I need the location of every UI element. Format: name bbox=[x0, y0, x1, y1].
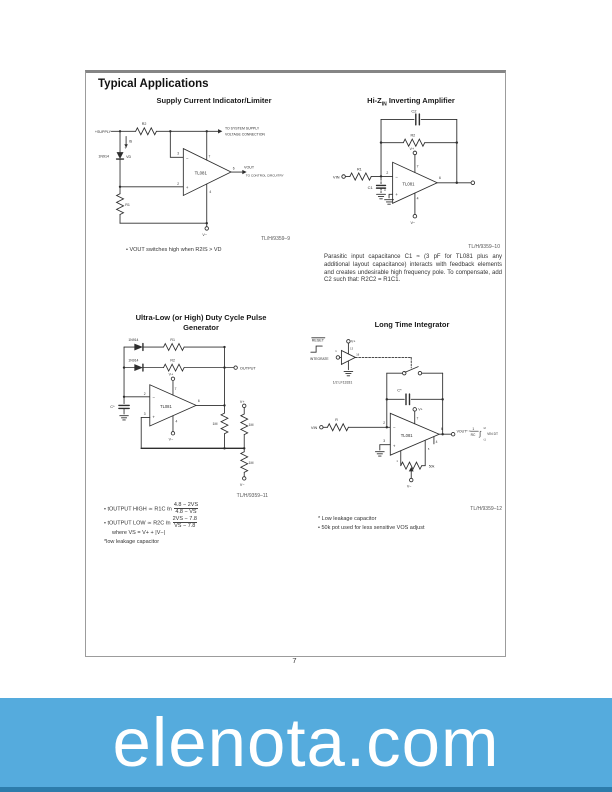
pin-number: 4 bbox=[416, 196, 419, 201]
hiz-circuit-heading bbox=[322, 96, 500, 108]
integrator-note-1: * Low leakage capacitor bbox=[318, 516, 377, 522]
output-formula bbox=[457, 426, 498, 441]
hiz-caption: Parasitic input capacitance C1 ≈ (3 pF for TL081 plus any additional layout capacitance) interacts with feedback elements and creates undesirable high frequency pole. To compensate, add C2 such that: R2C2 = R1C1. bbox=[324, 254, 502, 284]
vplus-label: V+ bbox=[351, 339, 356, 344]
pin-number: 6 bbox=[440, 426, 443, 431]
datasheet-page bbox=[85, 70, 506, 657]
pin-number: 2 bbox=[177, 182, 180, 187]
vminus-label: V− bbox=[239, 483, 245, 488]
rm1-label: 1M bbox=[212, 422, 218, 427]
pin-number: 7 bbox=[208, 154, 211, 159]
supply-circuit-heading: Supply Current Indicator/Limiter bbox=[156, 96, 272, 105]
diode-1n914-top bbox=[124, 344, 163, 351]
elenota-banner bbox=[0, 698, 612, 787]
timing-capacitor bbox=[119, 397, 129, 420]
r2-resistor bbox=[381, 139, 457, 146]
c2-label: C2 bbox=[411, 108, 417, 114]
pin-number: 2 bbox=[383, 420, 386, 425]
noninverting-sign: + bbox=[395, 192, 398, 198]
diode-1n914 bbox=[117, 131, 124, 187]
r2-label: R2 bbox=[410, 133, 416, 138]
pin-number: 1 bbox=[396, 460, 398, 464]
pulse-fig-ref: TL/H/9359–11 bbox=[236, 493, 268, 499]
hiz-heading-post: Inverting Amplifier bbox=[386, 96, 455, 105]
integrator-circuit-heading: Long Time Integrator bbox=[374, 320, 450, 329]
fraction-numerator: 4.8 − 2VS bbox=[173, 502, 199, 508]
pin-number: 6 bbox=[232, 166, 235, 171]
pin-number: 4 bbox=[435, 439, 438, 444]
r1-resistor bbox=[117, 187, 124, 223]
hiz-fig-ref: TL/H/9359–10 bbox=[468, 244, 500, 250]
pin-number: 13 bbox=[350, 347, 354, 351]
reset-label: RESET bbox=[311, 338, 324, 343]
supply-circuit-schematic bbox=[94, 107, 290, 239]
integral-lower-limit: t1 bbox=[483, 438, 486, 442]
cap-label: C* bbox=[397, 387, 402, 393]
vminus-label: V− bbox=[202, 233, 207, 238]
pin-number: 2 bbox=[386, 170, 389, 175]
noninverting-sign: + bbox=[185, 184, 189, 190]
output-wire bbox=[231, 170, 247, 174]
pin-number: 7 bbox=[416, 416, 419, 421]
inverting-sign: − bbox=[392, 424, 396, 430]
pin-number: 2 bbox=[143, 392, 146, 397]
vd-label: VD bbox=[126, 155, 132, 160]
opamp-label: TL081 bbox=[400, 432, 413, 438]
formula-rhs: VIN DT bbox=[487, 432, 498, 437]
ctrl-dest-label: TO CONTROL CIRCUITRY bbox=[245, 173, 284, 178]
switch-control-dashed-wire bbox=[355, 357, 411, 367]
divider-resistor-bottom bbox=[241, 448, 248, 480]
formula-fraction bbox=[174, 502, 198, 516]
vin-terminal bbox=[342, 175, 346, 179]
node-dot bbox=[386, 426, 388, 428]
elenota-banner-text: elenota.com bbox=[112, 704, 500, 781]
pin-number: 1 bbox=[335, 350, 337, 354]
switch-ic-label: 1/2 LF13331 bbox=[332, 380, 353, 385]
r-resistor bbox=[323, 424, 390, 431]
diode-label: 1N914 bbox=[128, 358, 139, 363]
vplus-label: V+ bbox=[168, 372, 174, 377]
noninverting-ground bbox=[375, 445, 390, 456]
pin-number: 3 bbox=[383, 439, 386, 444]
pulse-footnote: *low leakage capacitor bbox=[104, 539, 160, 545]
output-terminal bbox=[224, 366, 237, 369]
supply-fig-ref: TL/H/9359–9 bbox=[261, 236, 290, 242]
r1-label: R1 bbox=[356, 167, 362, 172]
vminus-label: V− bbox=[406, 484, 412, 489]
node-dot bbox=[386, 398, 388, 400]
vplus-supply bbox=[171, 377, 174, 395]
vin-label: VIN bbox=[332, 174, 340, 180]
pin-number: 4 bbox=[175, 419, 178, 424]
diode-label: 1N914 bbox=[98, 154, 110, 159]
vplus-supply bbox=[413, 151, 417, 172]
vplus-label: V+ bbox=[239, 399, 245, 404]
r2-label: R2 bbox=[141, 122, 147, 127]
dest-label-line2: VOLTAGE CONNECTION bbox=[224, 132, 265, 137]
page-number: 7 bbox=[292, 656, 297, 665]
feedback-resistor-1m bbox=[221, 405, 228, 448]
node-dot bbox=[223, 447, 225, 449]
integral-sign: ∫ bbox=[479, 430, 482, 438]
c1-label: C1 bbox=[367, 185, 373, 191]
node-dot bbox=[456, 141, 458, 143]
rm3-label: 1M bbox=[248, 460, 254, 465]
diode-label: 1N914 bbox=[128, 338, 139, 343]
pulse-circuit-schematic bbox=[100, 335, 282, 491]
inverting-sign: − bbox=[152, 394, 155, 400]
pin-number: 7 bbox=[174, 386, 177, 391]
supply-note: • VOUT switches high when R2IS > VD bbox=[126, 247, 222, 253]
r1-resistor bbox=[164, 344, 225, 351]
integrator-circuit-schematic bbox=[310, 333, 502, 512]
vplus-label: V+ bbox=[418, 407, 423, 412]
divider-resistor-top bbox=[241, 414, 248, 448]
page-title: Typical Applications bbox=[98, 78, 209, 90]
fraction-denominator: 4.8 − VS bbox=[175, 509, 197, 516]
output-wire bbox=[439, 432, 455, 435]
hiz-heading-pre: Hi-Z bbox=[367, 96, 382, 105]
banner-bottom-strip bbox=[0, 787, 612, 792]
integrator-fig-ref: TL/H/9359–12 bbox=[470, 506, 502, 512]
switch-driver bbox=[336, 340, 355, 376]
pulse-heading-line1: Ultra-Low (or High) Duty Cycle Pulse bbox=[135, 313, 267, 322]
is-label: IS bbox=[128, 139, 133, 144]
noninverting-ground bbox=[385, 194, 394, 204]
formula-lhs: VOUT* = bbox=[456, 429, 471, 434]
vin-terminal bbox=[320, 426, 323, 429]
output-wire bbox=[437, 181, 474, 185]
pot-label: 50k bbox=[428, 464, 435, 469]
fraction-denominator: VS − 7.8 bbox=[174, 523, 196, 530]
vminus-label: V− bbox=[168, 437, 174, 442]
vout-label: VOUT bbox=[244, 165, 255, 170]
vplus-label: V+ bbox=[409, 146, 415, 151]
pulse-circuit-heading bbox=[93, 313, 309, 333]
pin-number: 7 bbox=[416, 164, 419, 169]
reset-switch bbox=[387, 367, 443, 375]
output-label: OUTPUT bbox=[239, 366, 256, 371]
inverting-sign: − bbox=[395, 174, 398, 180]
vminus-terminal bbox=[205, 227, 208, 230]
node-dot bbox=[123, 366, 125, 368]
opamp-label: TL081 bbox=[194, 170, 207, 176]
pulse-formula-low bbox=[104, 516, 197, 530]
integrate-label: INTEGRATE bbox=[310, 357, 329, 362]
vminus-supply bbox=[171, 416, 174, 435]
fraction-numerator: 2VS − 7.8 bbox=[172, 516, 197, 522]
r2-label: R2 bbox=[170, 358, 176, 363]
noninverting-sign: + bbox=[392, 443, 396, 449]
pin-number: 6 bbox=[197, 398, 200, 403]
pin-number: 3 bbox=[383, 187, 386, 192]
node-dot bbox=[380, 175, 382, 177]
formula-lead: • tOUTPUT LOW ≃ R2C ℓn bbox=[104, 520, 171, 527]
r2-resistor bbox=[164, 364, 225, 371]
inverting-sign: − bbox=[185, 155, 189, 161]
dest-label-line1: TO SYSTEM SUPPLY bbox=[224, 126, 260, 131]
node-dot bbox=[380, 141, 382, 143]
vminus-label: V− bbox=[410, 220, 416, 225]
formula-denominator: RC bbox=[470, 432, 476, 437]
pin-number: 3 bbox=[177, 151, 180, 156]
c2-capacitor bbox=[381, 114, 457, 125]
diode-plus-mark: + bbox=[124, 145, 127, 151]
rm2-label: 1M bbox=[248, 422, 254, 427]
hiz-circuit-schematic bbox=[332, 107, 488, 241]
hiz-heading-sub: IN bbox=[381, 101, 387, 108]
pulse-formula-high bbox=[104, 502, 198, 516]
r2-resistor bbox=[136, 128, 157, 135]
formula-lead: • tOUTPUT HIGH ≃ R1C ℓn bbox=[104, 506, 172, 513]
pin-number: 5 bbox=[427, 447, 430, 451]
divider-vplus-terminal bbox=[243, 404, 246, 414]
node-dot bbox=[441, 398, 443, 400]
cap-label: C* bbox=[110, 404, 115, 409]
r1-label: R1 bbox=[125, 202, 130, 207]
control-waveform bbox=[311, 346, 322, 352]
integral-upper-limit: t2 bbox=[483, 426, 486, 430]
formula-numerator: 1 bbox=[472, 426, 475, 431]
pulse-heading-line2: Generator bbox=[183, 322, 219, 332]
pin-number: 16 bbox=[356, 353, 360, 357]
vin-label: VIN bbox=[310, 424, 318, 430]
integrating-capacitor bbox=[387, 394, 443, 404]
noninverting-sign: + bbox=[152, 414, 155, 420]
diode-1n914-bottom bbox=[124, 364, 163, 371]
integrator-note-2: • 50k pot used for less sensitive VOS adjust bbox=[318, 525, 425, 531]
pin-number: 6 bbox=[438, 176, 441, 181]
pulse-where-clause: where VS = V+ + |V−| bbox=[112, 530, 165, 536]
pin-number: 3 bbox=[143, 411, 146, 416]
r-label: R bbox=[335, 418, 338, 423]
opamp-label: TL081 bbox=[402, 181, 415, 187]
opamp-label: TL081 bbox=[160, 403, 172, 409]
pin-number: 4 bbox=[209, 189, 212, 194]
formula-fraction bbox=[173, 516, 197, 530]
r1-label: R1 bbox=[170, 338, 176, 343]
supply-input-label: +SUPPLY bbox=[94, 130, 112, 135]
